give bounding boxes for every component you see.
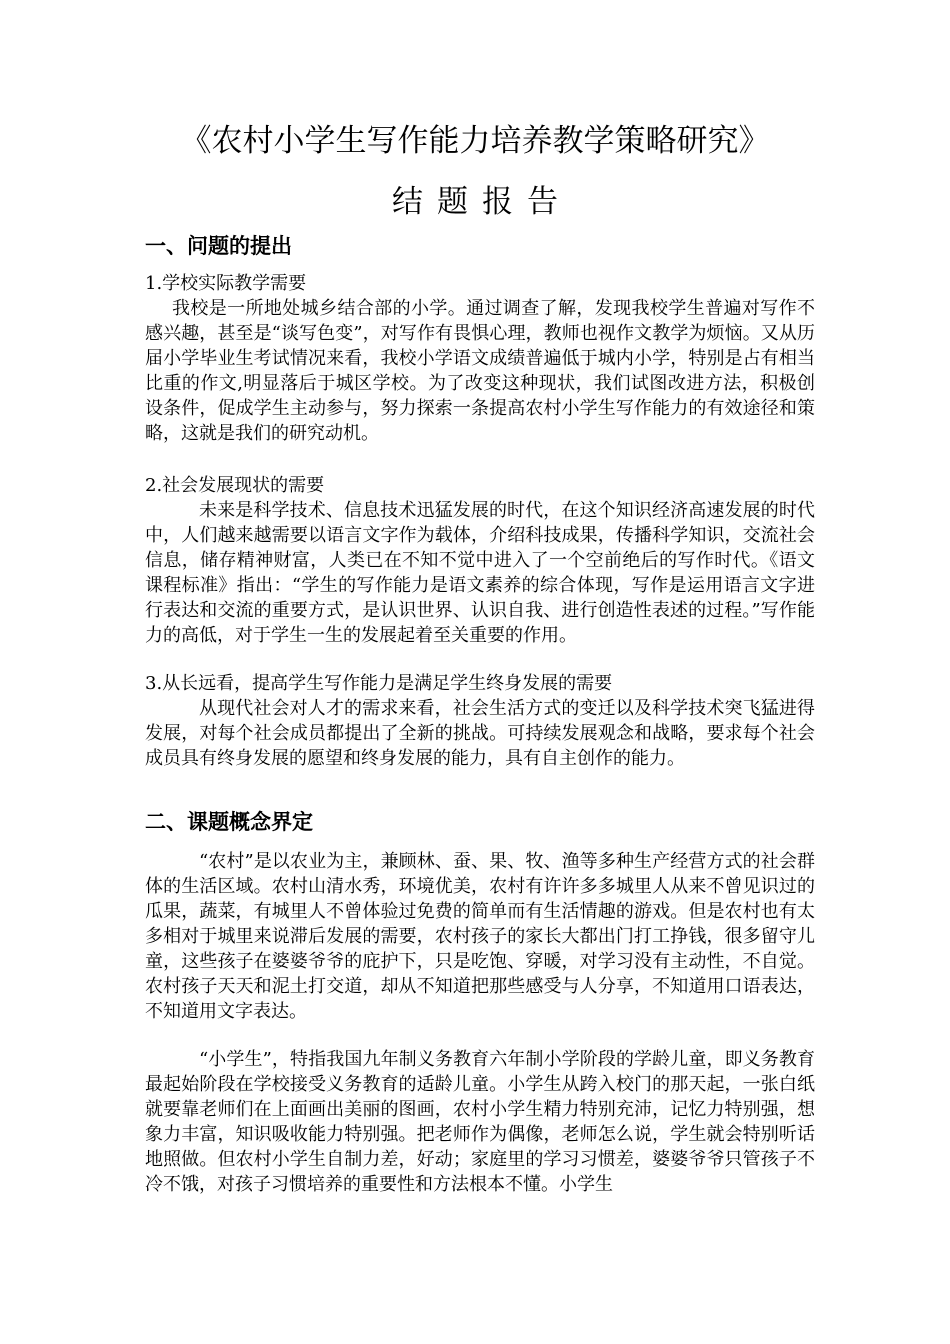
paragraph-lifelong-needs: 从现代社会对人才的需求来看，社会生活方式的变迁以及科学技术突飞猛进得发展，对每个社会成员都提出了全新的挑战。可持续发展观念和战略，要求每个社会成员具有终身发展的愿望和终身发展的能力，具有自主创作的能力。 [145, 698, 815, 769]
section-heading-concepts: 二、课题概念界定 [145, 810, 313, 834]
subheading-social-needs: 2.社会发展现状的需要 [145, 475, 325, 496]
paragraph-rural-definition: “农村”是以农业为主，兼顾林、蚕、果、牧、渔等多种生产经营方式的社会群体的生活区域。农村山清水秀，环境优美，农村有许许多多城里人从来不曾见识过的瓜果，蔬菜，有城里人不曾体验过免费的简单而有生活情趣的游戏。但是农村也有太多相对于城里来说滞后发展的需要，农村孩子的家长大都出门打工挣钱，很多留守儿童，这些孩子在婆婆爷爷的庇护下，只是吃饱、穿暖，对学习没有主动性，不自觉。农村孩子天天和泥土打交道，却从不知道把那些感受与人分享，不知道用口语表达，不知道用文字表达。 [145, 851, 815, 1022]
section-heading-problem: 一、问题的提出 [145, 234, 292, 258]
paragraph-social-needs: 未来是科学技术、信息技术迅猛发展的时代，在这个知识经济高速发展的时代中，人们越来越需要以语言文字作为载体，介绍科技成果，传播科学知识，交流社会信息，储存精神财富，人类已在不知不觉中进入了一个空前绝后的写作时代。《语文课程标准》指出：“学生的写作能力是语文素养的综合体现，写作是运用语言文字进行表达和交流的重要方式，是认识世界、认识自我、进行创造性表述的过程。”写作能力的高低，对于学生一生的发展起着至关重要的作用。 [145, 500, 815, 646]
report-title: 《农村小学生写作能力培养教学策略研究》 [180, 123, 770, 159]
report-subtitle: 结题报告 [392, 184, 572, 220]
paragraph-school-needs: 我校是一所地处城乡结合部的小学。通过调查了解，发现我校学生普遍对写作不感兴趣，甚至是“谈写色变”，对写作有畏惧心理，教师也视作文教学为烦恼。又从历届小学毕业生考试情况来看，我校小学语文成绩普遍低于城内小学，特别是占有相当比重的作文,明显落后于城区学校。为了改变这种现状，我们试图改进方法，积极创设条件，促成学生主动参与，努力探索一条提高农村小学生写作能力的有效途径和策略，这就是我们的研究动机。 [145, 298, 815, 444]
paragraph-pupil-definition: “小学生”，特指我国九年制义务教育六年制小学阶段的学龄儿童，即义务教育最起始阶段在学校接受义务教育的适龄儿童。小学生从跨入校门的那天起，一张白纸就要靠老师们在上面画出美丽的图画，农村小学生精力特别充沛，记忆力特别强，想象力丰富，知识吸收能力特别强。把老师作为偶像，老师怎么说，学生就会特别听话地照做。但农村小学生自制力差，好动；家庭里的学习习惯差，婆婆爷爷只管孩子不冷不饿，对孩子习惯培养的重要性和方法根本不懂。小学生 [145, 1049, 815, 1195]
subheading-school-needs: 1.学校实际教学需要 [145, 273, 307, 294]
subheading-lifelong-needs: 3.从长远看，提高学生写作能力是满足学生终身发展的需要 [145, 673, 613, 694]
